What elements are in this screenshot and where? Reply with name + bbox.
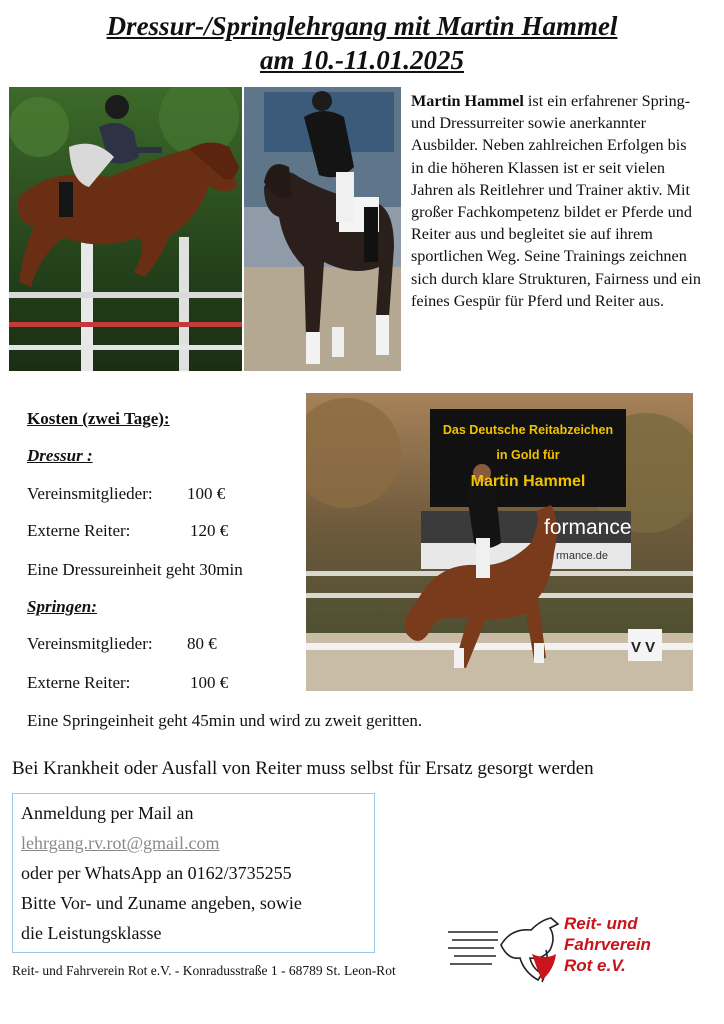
page-subtitle-date: am 10.-11.01.2025 [259, 45, 464, 75]
bio-text: ist ein erfahrener Spring- und Dressurreiter sowie anerkannter Ausbilder. Neben zahlreichen Erfolgen bis in die höheren Klassen ist er seit vielen Jahren als Reitlehrer und Trainer aktiv. Mit großer Fachkompetenz bildet er Pferde und Reiter aus und begleitet sie auf ihrem sportlichen Weg. Seine Trainings zeichnen sich durch klare Strukturen, Fairness und ein feines Gespür für Pferd und Reiter aus. [411, 92, 701, 310]
springen-external-price: 100 € [190, 673, 229, 692]
arena-marker: V V [631, 639, 656, 656]
dressur-external-label: Externe Reiter: [27, 521, 131, 540]
springen-external-row [27, 673, 229, 693]
dressur-note: Eine Dressureinheit geht 30min [27, 560, 243, 579]
registration-box [12, 793, 375, 953]
springen-members-price: 80 € [187, 634, 217, 653]
dressur-external-price: 120 € [190, 521, 229, 540]
bio-paragraph [411, 90, 701, 312]
registration-line1: Anmeldung per Mail an [21, 803, 194, 823]
costs-heading: Kosten (zwei Tage): [27, 409, 170, 428]
page-title: Dressur-/Springlehrgang mit Martin Hammel [106, 11, 618, 41]
springen-heading: Springen: [27, 597, 97, 616]
photo-dressage-rider [244, 87, 401, 371]
photo-show-jumping [9, 87, 242, 371]
banner-small-text: rmance.de [556, 550, 608, 562]
springen-members-row [27, 634, 217, 654]
dressur-members-row [27, 484, 226, 504]
horse-logo-icon [446, 910, 566, 985]
dressur-members-label: Vereinsmitglieder: [27, 484, 153, 503]
scoreboard-line2: in Gold für [496, 448, 560, 462]
registration-line4: die Leistungsklasse [21, 923, 162, 943]
registration-line3: Bitte Vor- und Zuname angeben, sowie [21, 893, 302, 913]
banner-text: formance [544, 516, 632, 539]
dressur-members-price: 100 € [187, 484, 226, 503]
dressur-heading: Dressur : [27, 446, 93, 465]
substitute-notice: Bei Krankheit oder Ausfall von Reiter muss selbst für Ersatz gesorgt werden [12, 758, 594, 779]
springen-external-label: Externe Reiter: [27, 673, 131, 692]
scoreboard-line3: Martin Hammel [470, 473, 586, 490]
logo-line3: Rot e.V. [564, 956, 626, 975]
logo-line1: Reit- und [564, 914, 638, 933]
bio-name: Martin Hammel [411, 92, 524, 110]
registration-whatsapp: oder per WhatsApp an 0162/3735255 [21, 863, 292, 883]
springen-note: Eine Springeinheit geht 45min und wird zu zweit geritten. [27, 711, 423, 730]
footer-address: Reit- und Fahrverein Rot e.V. - Konradusstraße 1 - 68789 St. Leon-Rot [12, 963, 396, 978]
logo-line2: Fahrverein [564, 935, 651, 954]
club-logo [446, 910, 696, 985]
springen-members-label: Vereinsmitglieder: [27, 634, 153, 653]
scoreboard-line1: Das Deutsche Reitabzeichen [442, 423, 614, 437]
photo-reitabzeichen-award [306, 393, 693, 691]
registration-email-link[interactable]: lehrgang.rv.rot@gmail.com [21, 833, 220, 853]
dressur-external-row [27, 521, 229, 541]
